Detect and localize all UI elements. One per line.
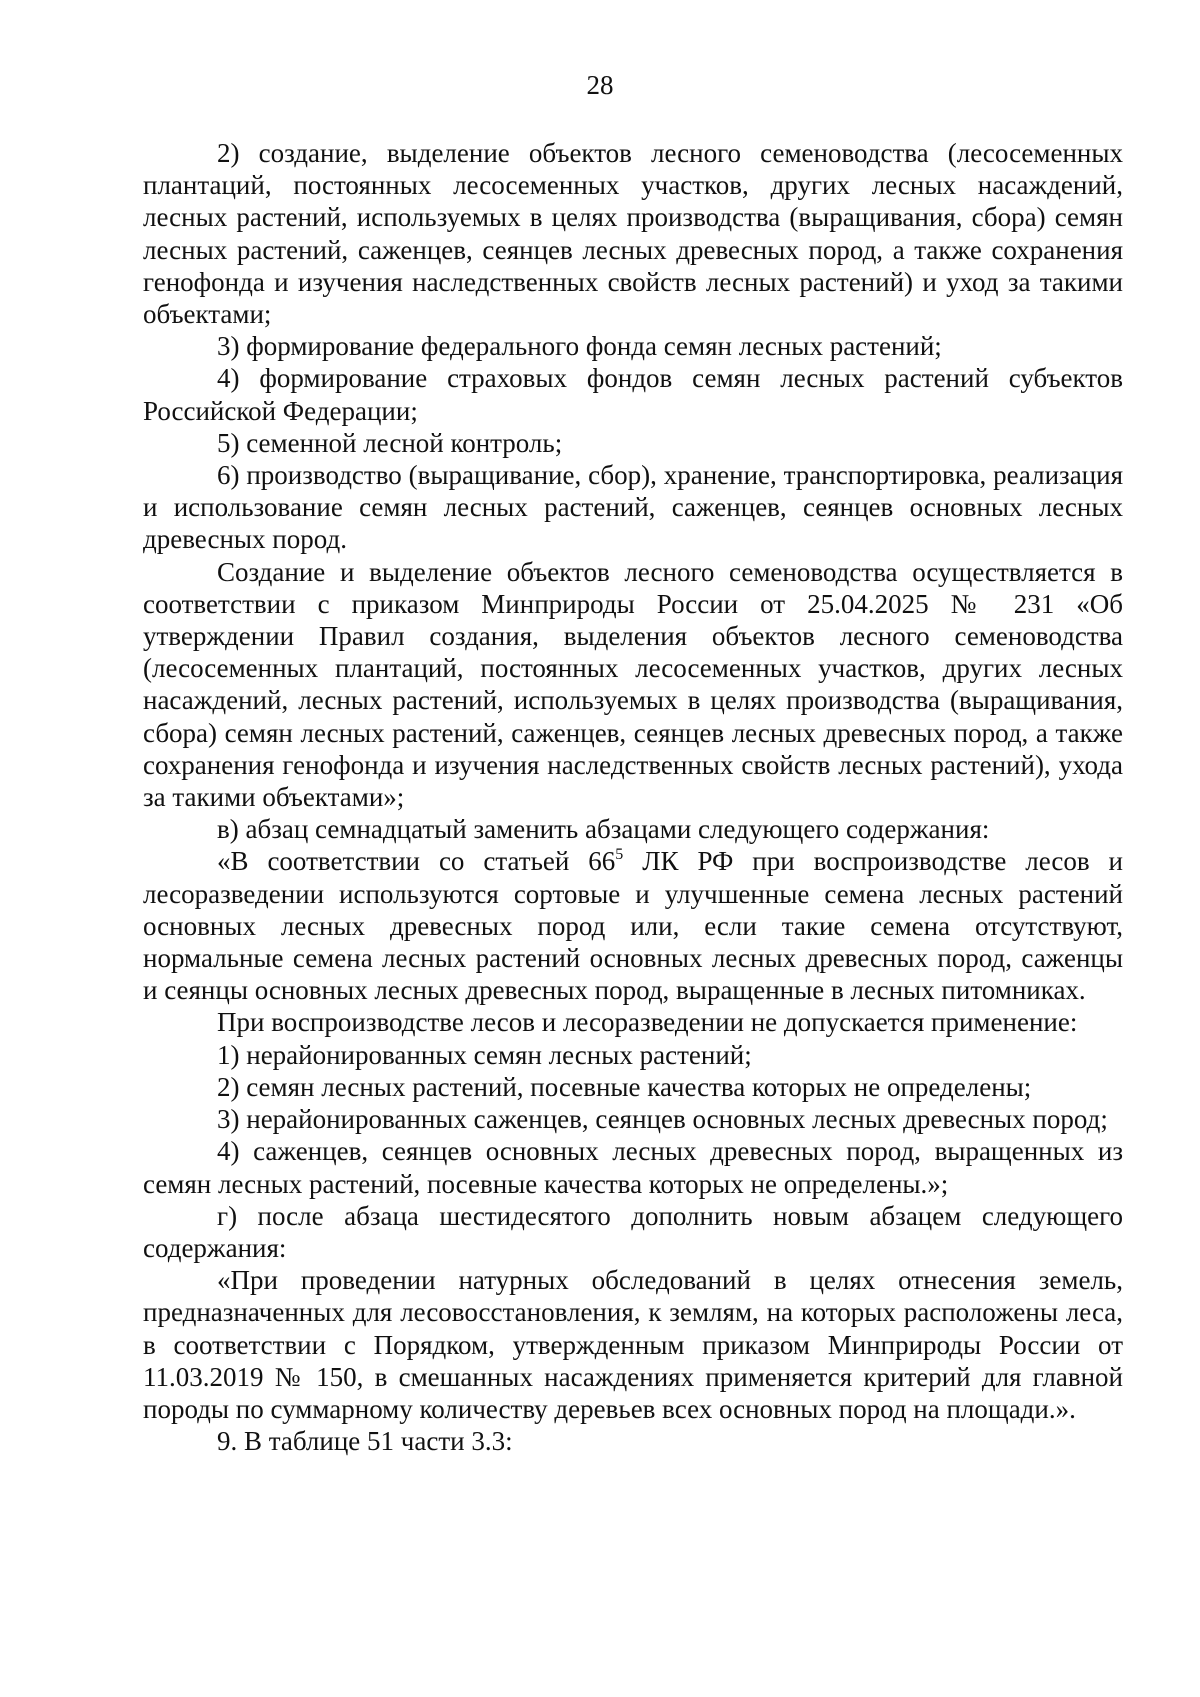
- paragraph-item-5: 5) семенной лесной контроль;: [217, 427, 563, 458]
- paragraph-item-9: 9. В таблице 51 части 3.3:: [217, 1426, 513, 1457]
- paragraph-item-6: 6) производство (выращивание, сбор), хранение, транспортировка, реализация и использование семян лесных растений, саженцев, сеянцев основных лесных древесных пород.: [143, 460, 1123, 555]
- paragraph-subitem-v: в) абзац семнадцатый заменить абзацами следующего содержания:: [217, 814, 990, 845]
- paragraph-prohibition-1: 1) нерайонированных семян лесных растений;: [217, 1039, 752, 1070]
- paragraph-article-66-5: [143, 845, 1123, 1006]
- document-body: [143, 137, 1123, 1457]
- paragraph-item-3: 3) формирование федерального фонда семян лесных растений;: [217, 331, 942, 362]
- paragraph-item-4: 4) формирование страховых фондов семян лесных растений субъектов Российской Федерации;: [143, 363, 1123, 426]
- article-text-after: ЛК РФ при воспроизводстве лесов и лесоразведении используются сортовые и улучшенные семена лесных растений основных лесных древесных пород или, если такие семена отсутствуют, нормальные семена лесных растений основных лесных древесных пород, саженцы и сеянцы основных лесных древесных пород, выращенные в лесных питомниках.: [143, 846, 1123, 1006]
- paragraph-seed-objects-order: Создание и выделение объектов лесного семеноводства осуществляется в соответствии с приказом Минприроды России от 25.04.2025 № 231 «Об утверждении Правил создания, выделения объектов лесного семеноводства (лесосеменных плантаций, постоянных лесосеменных участков, других лесных насаждений, лесных растений, используемых в целях производства (выращивания, сбора) семян лесных растений, саженцев, сеянцев лесных древесных пород, а также сохранения генофонда и изучения наследственных свойств лесных растений), ухода за такими объектами»;: [143, 556, 1123, 813]
- paragraph-prohibition-3: 3) нерайонированных саженцев, сеянцев основных лесных древесных пород;: [217, 1104, 1108, 1135]
- paragraph-prohibition-intro: При воспроизводстве лесов и лесоразведении не допускается применение:: [217, 1007, 1078, 1038]
- paragraph-prohibition-4: 4) саженцев, сеянцев основных лесных древесных пород, выращенных из семян лесных растений, посевные качества которых не определены.»;: [143, 1136, 1123, 1199]
- article-superscript: 5: [615, 846, 624, 864]
- paragraph-subitem-g: г) после абзаца шестидесятого дополнить новым абзацем следующего содержания:: [143, 1200, 1123, 1263]
- page-number: 28: [586, 70, 614, 100]
- article-text-before: «В соответствии со статьей 66: [217, 846, 616, 877]
- paragraph-item-2: 2) создание, выделение объектов лесного семеноводства (лесосеменных плантаций, постоянных лесосеменных участков, других лесных насаждений, лесных растений, используемых в целях производства (выращивания, сбора) семян лесных растений, саженцев, сеянцев лесных древесных пород, а также сохранения генофонда и изучения наследственных свойств лесных растений) и уход за такими объектами;: [143, 138, 1123, 330]
- paragraph-prohibition-2: 2) семян лесных растений, посевные качества которых не определены;: [217, 1071, 1032, 1102]
- paragraph-field-surveys: «При проведении натурных обследований в целях отнесения земель, предназначенных для лесовосстановления, к землям, на которых расположены леса, в соответствии с Порядком, утвержденным приказом Минприроды России от 11.03.2019 № 150, в смешанных насаждениях применяется критерий для главной породы по суммарному количеству деревьев всех основных пород на площади.».: [143, 1265, 1123, 1424]
